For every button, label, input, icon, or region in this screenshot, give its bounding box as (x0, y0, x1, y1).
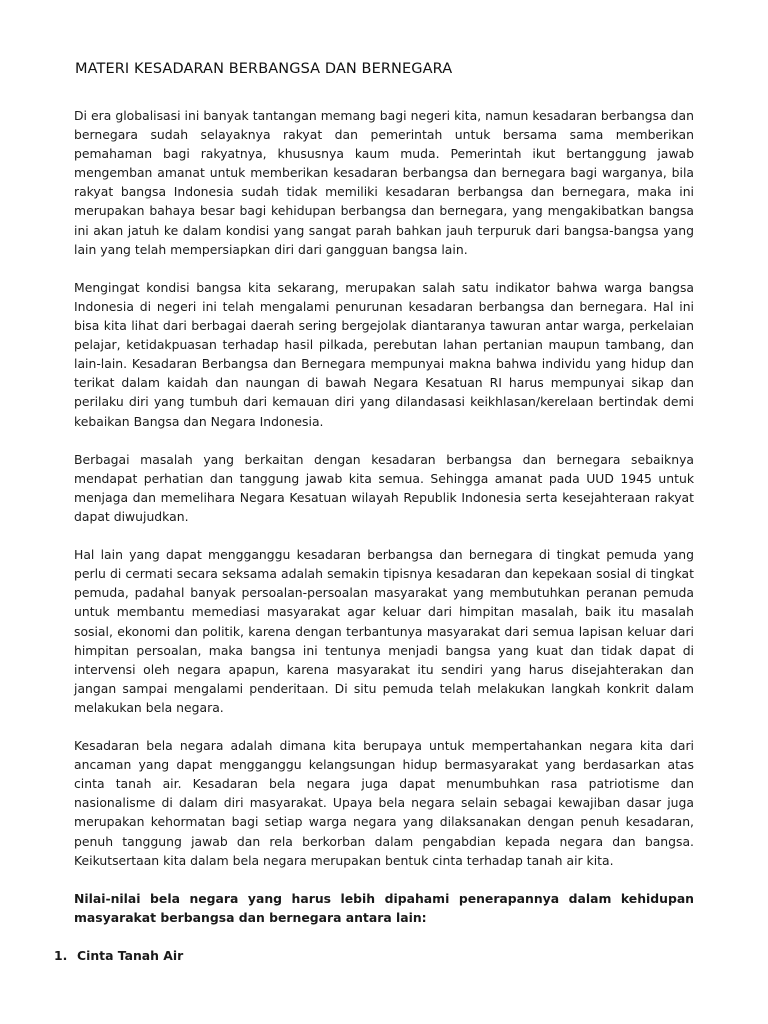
list-item-number: 1. (54, 948, 68, 963)
list-item (54, 946, 694, 965)
document-title: MATERI KESADARAN BERBANGSA DAN BERNEGARA (75, 61, 453, 77)
paragraph-3: Berbagai masalah yang berkaitan dengan kesadaran berbangsa dan bernegara sebaiknya mendapat perhatian dan tanggung jawab kita semua. Sehingga amanat pada UUD 1945 untuk menjaga dan memelihara Negara Kesatuan wilayah Republik Indonesia serta kesejahteraan rakyat dapat diwujudkan. (74, 451, 694, 524)
paragraph-1: Di era globalisasi ini banyak tantangan memang bagi negeri kita, namun kesadaran berbangsa dan bernegara sudah selayaknya rakyat dan pemerintah untuk bersama sama memberikan pemahaman bagi rakyatnya, khususnya kaum muda. Pemerintah ikut bertanggung jawab mengemban amanat untuk memberikan kesadaran berbangsa dan bernegara bagi warganya, bila rakyat bangsa Indonesia sudah tidak memiliki kesadaran berbangsa dan bernegara, maka ini merupakan bahaya besar bagi kehidupan berbangsa dan bernegara, yang mengakibatkan bangsa ini akan jatuh ke dalam kondisi yang sangat parah bahkan jauh terpuruk dari bangsa-bangsa yang lain yang telah mempersiapkan diri dari gangguan bangsa lain. (74, 108, 694, 257)
paragraph-4: Hal lain yang dapat mengganggu kesadaran berbangsa dan bernegara di tingkat pemuda yang perlu di cermati secara seksama adalah semakin tipisnya kesadaran dan kepekaan sosial di tingkat pemuda, padahal banyak persoalan-persoalan masyarakat yang membutuhkan peranan pemuda untuk membantu memediasi masyarakat agar keluar dari himpitan masalah, baik itu masalah sosial, ekonomi dan politik, karena dengan terbantunya masyarakat dari semua lapisan keluar dari himpitan persoalan, maka bangsa ini tentunya menjadi bangsa yang kuat dan tidak dapat di intervensi oleh negara apapun, karena masyarakat itu sendiri yang harus disejahterakan dan jangan sampai mengalami penderitaan. Di situ pemuda telah melakukan langkah konkrit dalam melakukan bela negara. (74, 547, 694, 715)
values-list (54, 946, 694, 965)
paragraph-5: Kesadaran bela negara adalah dimana kita berupaya untuk mempertahankan negara kita dari ancaman yang dapat mengganggu kelangsungan hidup bermasyarakat yang berdasarkan atas cinta tanah air. Kesadaran bela negara juga dapat menumbuhkan rasa patriotisme dan nasionalisme di dalam diri masyarakat. Upaya bela negara selain sebagai kewajiban dasar juga merupakan kehormatan bagi setiap warga negara yang dilaksanakan dengan penuh kesadaran, penuh tanggung jawab dan rela berkorban dalam pengabdian kepada negara dan bangsa. Keikutsertaan kita dalam bela negara merupakan bentuk cinta terhadap tanah air kita. (74, 738, 694, 868)
list-item-text: Cinta Tanah Air (77, 948, 184, 963)
document-body (74, 106, 694, 946)
paragraph-2: Mengingat kondisi bangsa kita sekarang, merupakan salah satu indikator bahwa warga bangsa Indonesia di negeri ini telah mengalami penurunan kesadaran berbangsa dan bernegara. Hal ini bisa kita lihat dari berbagai daerah sering bergejolak diantaranya tawuran antar warga, perkelaian pelajar, ketidakpuasan terhadap hasil pilkada, perebutan lahan pertanian maupun tambang, dan lain-lain. Kesadaran Berbangsa dan Bernegara mempunyai makna bahwa individu yang hidup dan terikat dalam kaidah dan naungan di bawah Negara Kesatuan RI harus mempunyai sikap dan perilaku diri yang tumbuh dari kemauan diri yang dilandasasi keikhlasan/kerelaan bertindak demi kebaikan Bangsa dan Negara Indonesia. (74, 279, 694, 429)
bold-paragraph: Nilai-nilai bela negara yang harus lebih dipahami penerapannya dalam kehidupan masyarakat berbangsa dan bernegara antara lain: (74, 890, 694, 925)
